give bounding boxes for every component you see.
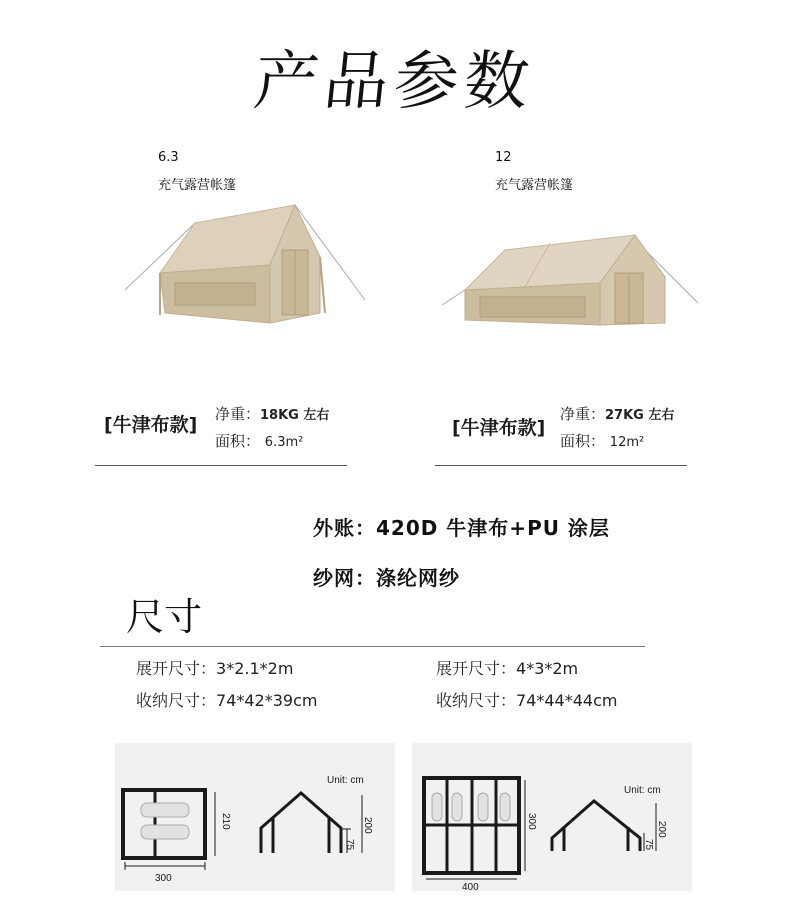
product-1-area-label: 面积： (215, 432, 261, 450)
product-2-weight (560, 403, 674, 424)
product-1-unfold-value: 3*2.1*2m (216, 659, 294, 678)
product-1-weight (215, 403, 329, 424)
product-2-packed-value: 74*44*44cm (516, 691, 618, 710)
unit-label: Unit: cm (327, 775, 364, 786)
product-2-area (560, 430, 644, 451)
product-2-weight-label: 净重： (560, 405, 606, 423)
product-1-weight-label: 净重： (215, 405, 261, 423)
product-2-divider (435, 465, 687, 466)
product-2-number: 12 (495, 150, 512, 165)
product-1-packed-label: 收纳尺寸： (136, 691, 217, 710)
product-2-packed-size (436, 688, 617, 711)
wall-height-label: 75 (344, 839, 355, 851)
floor-depth-label: 300 (526, 813, 537, 830)
product-2-unfold-value: 4*3*2m (516, 659, 579, 678)
size-divider (100, 646, 645, 647)
floor-plan-6-3 (123, 790, 215, 870)
product-1-packed-size (136, 688, 317, 711)
mesh-material: 纱网：涤纶网纱 (313, 566, 460, 590)
product-1-number: 6.3 (158, 150, 179, 165)
floor-width-label: 400 (462, 882, 479, 891)
floor-depth-label: 210 (220, 813, 231, 830)
product-1-area (215, 430, 303, 451)
product-1-unfold-size (136, 656, 293, 679)
size-section-title: 尺寸 (126, 595, 203, 639)
product-2-unfold-label: 展开尺寸： (436, 659, 517, 678)
wall-height-label: 75 (643, 839, 654, 851)
page-title: 产品参数 (250, 45, 539, 119)
product-1-weight-value: 18KG 左右 (260, 408, 330, 423)
outer-material: 外账：420D 牛津布+PU 涂层 (313, 516, 610, 540)
tent-profile-6-3 (261, 793, 341, 853)
product-2-unfold-size (436, 656, 578, 679)
product-1-packed-value: 74*42*39cm (216, 691, 318, 710)
tent-12-diagram-svg (412, 743, 692, 891)
product-1-area-value: 6.3m² (264, 435, 304, 450)
tent-12-dimension-diagram (412, 743, 692, 891)
product-1-unfold-label: 展开尺寸： (136, 659, 217, 678)
floor-plan-12 (424, 778, 525, 879)
product-2-area-label: 面积： (560, 432, 606, 450)
product-2-packed-label: 收纳尺寸： (436, 691, 517, 710)
product-2-fabric-tag: [牛津布款] (452, 417, 546, 439)
tent-6-3-image (120, 195, 370, 330)
product-2-area-value: 12m² (609, 435, 645, 450)
tent-12-image (440, 225, 700, 330)
product-1-divider (95, 465, 347, 466)
product-2-weight-value: 27KG 左右 (605, 408, 675, 423)
tent-6-3-diagram-svg (115, 743, 395, 891)
height-label: 200 (362, 817, 373, 834)
product-1-fabric-tag: [牛津布款] (104, 414, 198, 436)
tent-profile-12 (552, 801, 640, 851)
floor-width-label: 300 (155, 873, 172, 884)
product-2-name: 充气露营帐篷 (495, 178, 574, 193)
height-label: 200 (656, 821, 667, 838)
product-1-name: 充气露营帐篷 (158, 178, 237, 193)
unit-label: Unit: cm (624, 785, 661, 796)
tent-6-3-dimension-diagram (115, 743, 395, 891)
